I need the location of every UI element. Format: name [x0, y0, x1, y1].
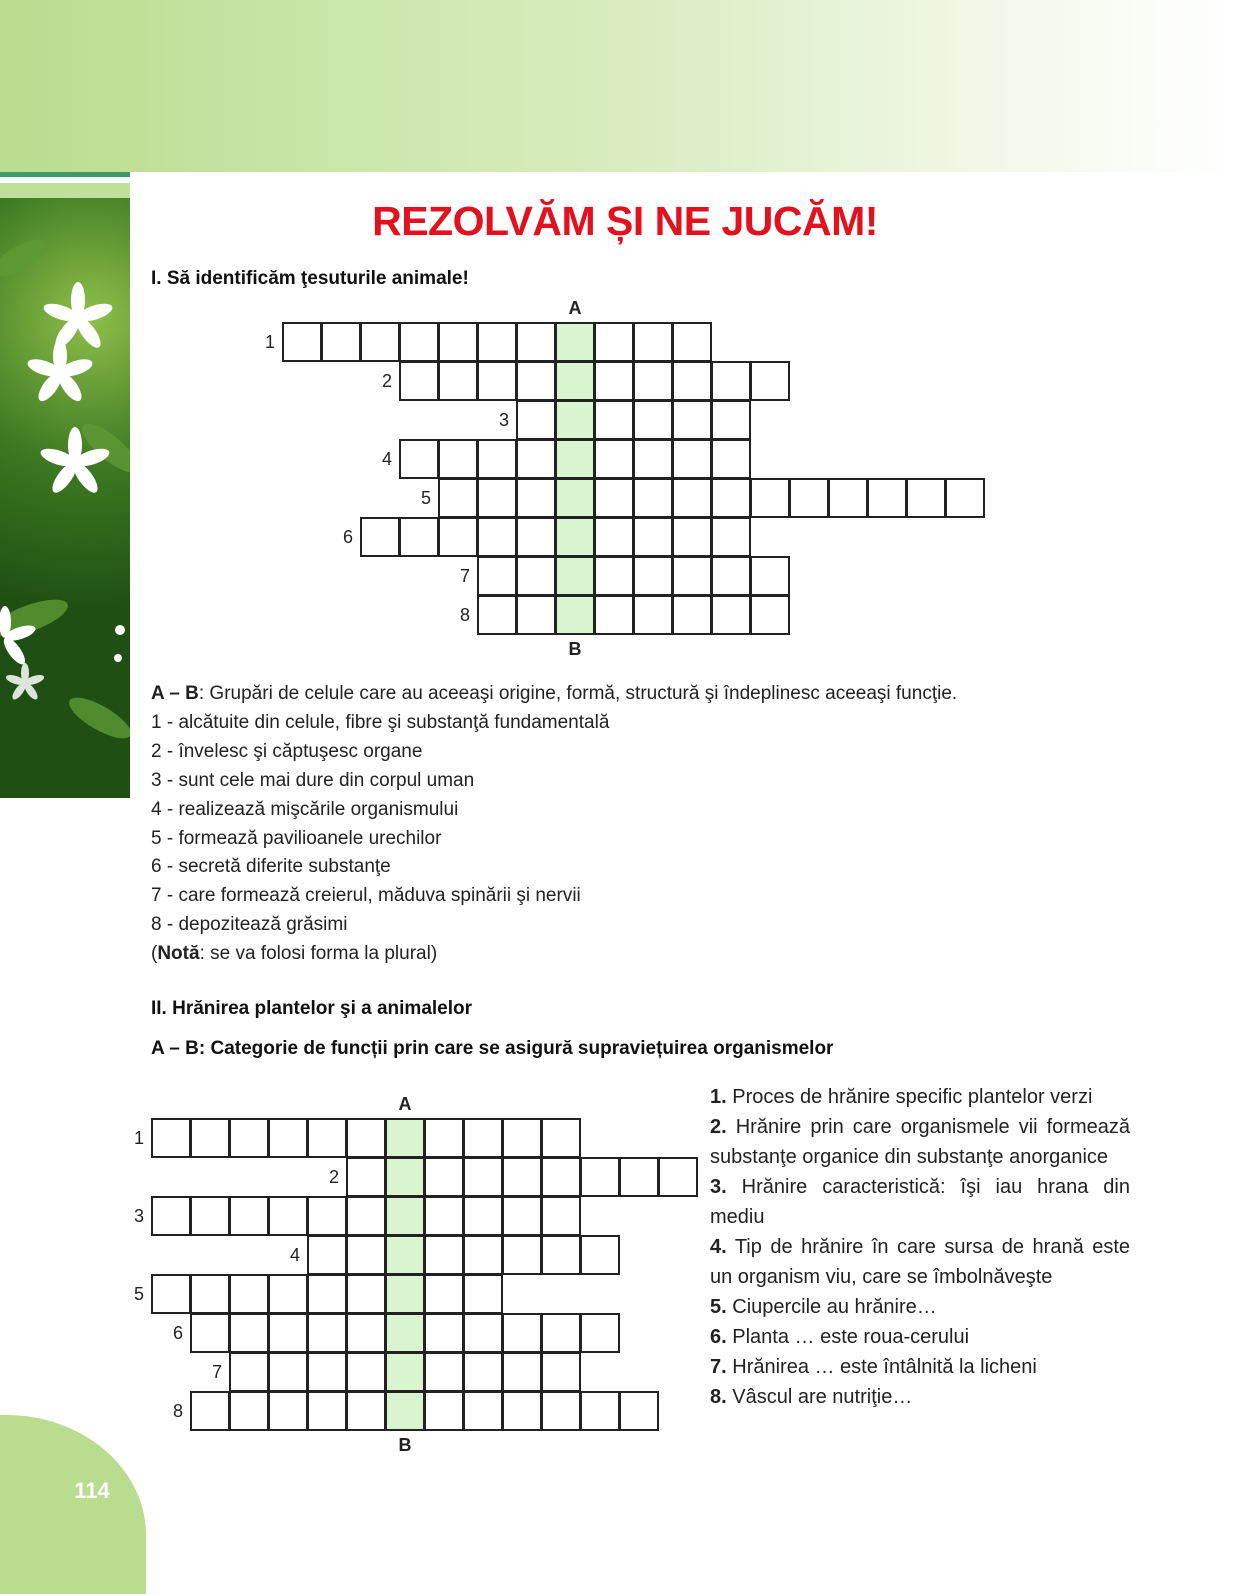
letter-cell[interactable]: [516, 556, 556, 596]
key-cell[interactable]: [385, 1235, 425, 1275]
letter-cell[interactable]: [307, 1313, 347, 1353]
letter-cell[interactable]: [502, 1352, 542, 1392]
clue-text: Hrănire prin care organismele vii formează substanţe organice din substanţe anorganice: [710, 1116, 1130, 1168]
letter-cell[interactable]: [463, 1235, 503, 1275]
key-label-a: A: [398, 1094, 412, 1114]
letter-cell[interactable]: [424, 1274, 464, 1314]
letter-cell[interactable]: [190, 1313, 230, 1353]
letter-cell[interactable]: [268, 1196, 308, 1236]
letter-cell[interactable]: [594, 439, 634, 479]
letter-cell[interactable]: [307, 1391, 347, 1431]
key-cell[interactable]: [555, 439, 595, 479]
letter-cell[interactable]: [502, 1313, 542, 1353]
clue-2: [710, 1112, 1130, 1172]
letter-cell[interactable]: [268, 1391, 308, 1431]
letter-cell[interactable]: [463, 1274, 503, 1314]
letter-cell[interactable]: [750, 361, 790, 401]
letter-cell[interactable]: [594, 595, 634, 635]
row-number: 5: [420, 488, 431, 508]
letter-cell[interactable]: [151, 1196, 191, 1236]
key-cell[interactable]: [555, 322, 595, 362]
letter-cell[interactable]: [516, 478, 556, 518]
ab-clue-text: : Grupări de celule care au aceeaşi origine, formă, structură şi îndeplinesc aceeaşi funcţie.: [198, 683, 958, 704]
clue-text: Hrănire caracteristică: îşi iau hrana din mediu: [710, 1176, 1130, 1228]
key-cell[interactable]: [555, 478, 595, 518]
letter-cell[interactable]: [463, 1118, 503, 1158]
clue-text: Proces de hrănire specific plantelor verzi: [726, 1086, 1093, 1108]
clue-1: [710, 1082, 1130, 1112]
row-number: 6: [342, 527, 353, 547]
page-number: 114: [74, 1478, 110, 1503]
letter-cell[interactable]: [438, 478, 478, 518]
clue-number: 7.: [710, 1356, 727, 1378]
letter-cell[interactable]: [711, 478, 751, 518]
letter-cell[interactable]: [828, 478, 868, 518]
note-label: Notă: [157, 943, 200, 965]
letter-cell[interactable]: [711, 361, 751, 401]
letter-cell[interactable]: [711, 556, 751, 596]
letter-cell[interactable]: [633, 361, 673, 401]
letter-cell[interactable]: [399, 322, 439, 362]
clue-number: 5.: [710, 1296, 727, 1318]
letter-cell[interactable]: [502, 1391, 542, 1431]
letter-cell[interactable]: [463, 1157, 503, 1197]
row-number: 8: [459, 605, 470, 625]
letter-cell[interactable]: [580, 1313, 620, 1353]
key-cell[interactable]: [555, 361, 595, 401]
letter-cell[interactable]: [229, 1118, 269, 1158]
clue-text: Hrănirea … este întâlnită la licheni: [726, 1356, 1037, 1378]
clue-6: [710, 1322, 1130, 1352]
note: [151, 940, 957, 969]
section2-heading: II. Hrănirea plantelor şi a animalelor: [151, 998, 473, 1019]
jasmine-flowers-photo: [0, 198, 130, 798]
letter-cell[interactable]: [516, 322, 556, 362]
letter-cell[interactable]: [229, 1391, 269, 1431]
letter-cell[interactable]: [750, 478, 790, 518]
letter-cell[interactable]: [867, 478, 907, 518]
clue-3: 3 - sunt cele mai dure din corpul uman: [151, 769, 475, 791]
clue-number: 6.: [710, 1326, 727, 1348]
key-cell[interactable]: [555, 595, 595, 635]
letter-cell[interactable]: [789, 478, 829, 518]
letter-cell[interactable]: [307, 1118, 347, 1158]
letter-cell[interactable]: [750, 556, 790, 596]
letter-cell[interactable]: [516, 595, 556, 635]
row-number: 3: [498, 410, 509, 430]
note-text: : se va folosi forma la plural): [199, 943, 438, 965]
letter-cell[interactable]: [541, 1235, 581, 1275]
letter-cell[interactable]: [321, 322, 361, 362]
letter-cell[interactable]: [424, 1391, 464, 1431]
key-cell[interactable]: [385, 1274, 425, 1314]
letter-cell[interactable]: [502, 1235, 542, 1275]
letter-cell[interactable]: [619, 1157, 659, 1197]
clue-6: 6 - secretă diferite substanţe: [151, 856, 391, 878]
key-cell[interactable]: [555, 400, 595, 440]
letter-cell[interactable]: [268, 1274, 308, 1314]
letter-cell[interactable]: [672, 439, 712, 479]
letter-cell[interactable]: [346, 1391, 386, 1431]
key-label-a: A: [568, 298, 582, 318]
letter-cell[interactable]: [711, 595, 751, 635]
clue-4: [710, 1232, 1130, 1292]
letter-cell[interactable]: [360, 322, 400, 362]
letter-cell[interactable]: [190, 1196, 230, 1236]
letter-cell[interactable]: [619, 1391, 659, 1431]
letter-cell[interactable]: [229, 1274, 269, 1314]
letter-cell[interactable]: [360, 517, 400, 557]
letter-cell[interactable]: [633, 517, 673, 557]
letter-cell[interactable]: [594, 322, 634, 362]
letter-cell[interactable]: [346, 1118, 386, 1158]
letter-cell[interactable]: [438, 361, 478, 401]
section2-subheading: A – B: Categorie de funcții prin care se asigură supraviețuirea organismelor: [151, 1038, 834, 1059]
letter-cell[interactable]: [580, 1157, 620, 1197]
letter-cell[interactable]: [268, 1118, 308, 1158]
letter-cell[interactable]: [541, 1313, 581, 1353]
letter-cell[interactable]: [424, 1196, 464, 1236]
key-cell[interactable]: [385, 1157, 425, 1197]
key-cell[interactable]: [385, 1352, 425, 1392]
page-title: REZOLVĂM ȘI NE JUCĂM!: [372, 198, 878, 244]
clue-number: 4.: [710, 1236, 727, 1258]
letter-cell[interactable]: [516, 517, 556, 557]
letter-cell[interactable]: [594, 400, 634, 440]
letter-cell[interactable]: [672, 556, 712, 596]
letter-cell[interactable]: [672, 322, 712, 362]
letter-cell[interactable]: [463, 1313, 503, 1353]
letter-cell[interactable]: [477, 322, 517, 362]
letter-cell[interactable]: [580, 1391, 620, 1431]
letter-cell[interactable]: [477, 439, 517, 479]
letter-cell[interactable]: [424, 1118, 464, 1158]
clue-number: 2.: [710, 1116, 727, 1138]
clue-5: [710, 1292, 1130, 1322]
letter-cell[interactable]: [463, 1196, 503, 1236]
letter-cell[interactable]: [438, 439, 478, 479]
letter-cell[interactable]: [463, 1352, 503, 1392]
letter-cell[interactable]: [190, 1118, 230, 1158]
clue-number: 8.: [710, 1386, 727, 1408]
clue-7: 7 - care formează creierul, măduva spinării şi nervii: [151, 885, 581, 907]
letter-cell[interactable]: [346, 1157, 386, 1197]
letter-cell[interactable]: [399, 361, 439, 401]
letter-cell[interactable]: [477, 517, 517, 557]
letter-cell[interactable]: [672, 400, 712, 440]
letter-cell[interactable]: [190, 1391, 230, 1431]
header-rule: [0, 172, 130, 177]
row-number: 4: [289, 1245, 300, 1265]
letter-cell[interactable]: [516, 400, 556, 440]
letter-cell[interactable]: [541, 1196, 581, 1236]
clue-text: Tip de hrănire în care sursa de hrană este un organism viu, care se îmbolnăveşte: [710, 1236, 1130, 1288]
clue-7: [710, 1352, 1130, 1382]
row-number: 8: [172, 1401, 183, 1421]
clue-2: 2 - învelesc şi căptuşesc organe: [151, 740, 423, 762]
clue-1: 1 - alcătuite din celule, fibre şi substanţă fundamentală: [151, 711, 610, 733]
clue-number: 1.: [710, 1086, 727, 1108]
letter-cell[interactable]: [346, 1313, 386, 1353]
key-label-b: B: [568, 639, 582, 659]
letter-cell[interactable]: [711, 439, 751, 479]
letter-cell[interactable]: [594, 556, 634, 596]
letter-cell[interactable]: [633, 322, 673, 362]
letter-cell[interactable]: [229, 1196, 269, 1236]
key-cell[interactable]: [385, 1196, 425, 1236]
letter-cell[interactable]: [346, 1235, 386, 1275]
key-label-b: B: [398, 1435, 412, 1455]
letter-cell[interactable]: [502, 1157, 542, 1197]
row-number: 2: [381, 371, 392, 391]
letter-cell[interactable]: [307, 1352, 347, 1392]
clue-8: 8 - depozitează grăsimi: [151, 914, 348, 936]
letter-cell[interactable]: [594, 517, 634, 557]
letter-cell[interactable]: [229, 1352, 269, 1392]
clue-4: 4 - realizează mişcările organismului: [151, 798, 459, 820]
letter-cell[interactable]: [633, 478, 673, 518]
letter-cell[interactable]: [633, 439, 673, 479]
letter-cell[interactable]: [750, 595, 790, 635]
row-number: 2: [328, 1167, 339, 1187]
letter-cell[interactable]: [477, 478, 517, 518]
letter-cell[interactable]: [438, 322, 478, 362]
letter-cell[interactable]: [268, 1313, 308, 1353]
row-number: 7: [459, 566, 470, 586]
letter-cell[interactable]: [502, 1118, 542, 1158]
letter-cell[interactable]: [346, 1196, 386, 1236]
letter-cell[interactable]: [268, 1352, 308, 1392]
letter-cell[interactable]: [438, 517, 478, 557]
letter-cell[interactable]: [711, 517, 751, 557]
letter-cell[interactable]: [307, 1235, 347, 1275]
letter-cell[interactable]: [633, 400, 673, 440]
clue-text: Vâscul are nutriţie…: [726, 1386, 913, 1408]
letter-cell[interactable]: [424, 1313, 464, 1353]
header-band: [0, 0, 1240, 172]
letter-cell[interactable]: [463, 1391, 503, 1431]
letter-cell[interactable]: [672, 595, 712, 635]
letter-cell[interactable]: [711, 400, 751, 440]
row-number: 7: [211, 1362, 222, 1382]
row-number: 3: [133, 1206, 144, 1226]
key-cell[interactable]: [555, 517, 595, 557]
letter-cell[interactable]: [307, 1274, 347, 1314]
letter-cell[interactable]: [633, 595, 673, 635]
side-strip: [0, 183, 130, 198]
clue-3: [710, 1172, 1130, 1232]
letter-cell[interactable]: [477, 361, 517, 401]
letter-cell[interactable]: [541, 1391, 581, 1431]
letter-cell[interactable]: [307, 1196, 347, 1236]
letter-cell[interactable]: [580, 1235, 620, 1275]
letter-cell[interactable]: [672, 361, 712, 401]
clue-text: Planta … este roua-cerului: [726, 1326, 970, 1348]
letter-cell[interactable]: [399, 517, 439, 557]
letter-cell[interactable]: [541, 1157, 581, 1197]
ab-clue: [151, 680, 957, 709]
section2-clues: [710, 1082, 1130, 1412]
letter-cell[interactable]: [346, 1274, 386, 1314]
clue-text: Ciupercile au hrănire…: [726, 1296, 937, 1318]
letter-cell[interactable]: [906, 478, 946, 518]
letter-cell[interactable]: [502, 1196, 542, 1236]
letter-cell[interactable]: [516, 361, 556, 401]
letter-cell[interactable]: [658, 1157, 698, 1197]
letter-cell[interactable]: [672, 517, 712, 557]
key-cell[interactable]: [385, 1313, 425, 1353]
letter-cell[interactable]: [477, 595, 517, 635]
key-cell[interactable]: [555, 556, 595, 596]
letter-cell[interactable]: [151, 1118, 191, 1158]
letter-cell[interactable]: [190, 1274, 230, 1314]
letter-cell[interactable]: [151, 1274, 191, 1314]
letter-cell[interactable]: [399, 439, 439, 479]
letter-cell[interactable]: [594, 361, 634, 401]
letter-cell[interactable]: [424, 1235, 464, 1275]
row-number: 1: [264, 332, 275, 352]
letter-cell[interactable]: [424, 1352, 464, 1392]
page-number-tab: [0, 1415, 146, 1594]
letter-cell[interactable]: [541, 1118, 581, 1158]
letter-cell[interactable]: [516, 439, 556, 479]
letter-cell[interactable]: [594, 478, 634, 518]
section1-clues: [151, 680, 957, 969]
letter-cell[interactable]: [633, 556, 673, 596]
note-paren: (: [151, 943, 158, 965]
letter-cell[interactable]: [346, 1352, 386, 1392]
row-number: 4: [381, 449, 392, 469]
letter-cell[interactable]: [945, 478, 985, 518]
letter-cell[interactable]: [541, 1352, 581, 1392]
clue-8: [710, 1382, 1130, 1412]
row-number: 6: [172, 1323, 183, 1343]
letter-cell[interactable]: [477, 556, 517, 596]
ab-label: A – B: [151, 683, 199, 704]
letter-cell[interactable]: [672, 478, 712, 518]
row-number: 1: [133, 1128, 144, 1148]
section1-heading: I. Să identificăm ţesuturile animale!: [151, 268, 469, 289]
letter-cell[interactable]: [282, 322, 322, 362]
letter-cell[interactable]: [424, 1157, 464, 1197]
letter-cell[interactable]: [229, 1313, 269, 1353]
key-cell[interactable]: [385, 1118, 425, 1158]
row-number: 5: [133, 1284, 144, 1304]
clue-5: 5 - formează pavilioanele urechilor: [151, 827, 442, 849]
key-cell[interactable]: [385, 1391, 425, 1431]
clue-number: 3.: [710, 1176, 727, 1198]
flower-illustration: [0, 198, 130, 798]
